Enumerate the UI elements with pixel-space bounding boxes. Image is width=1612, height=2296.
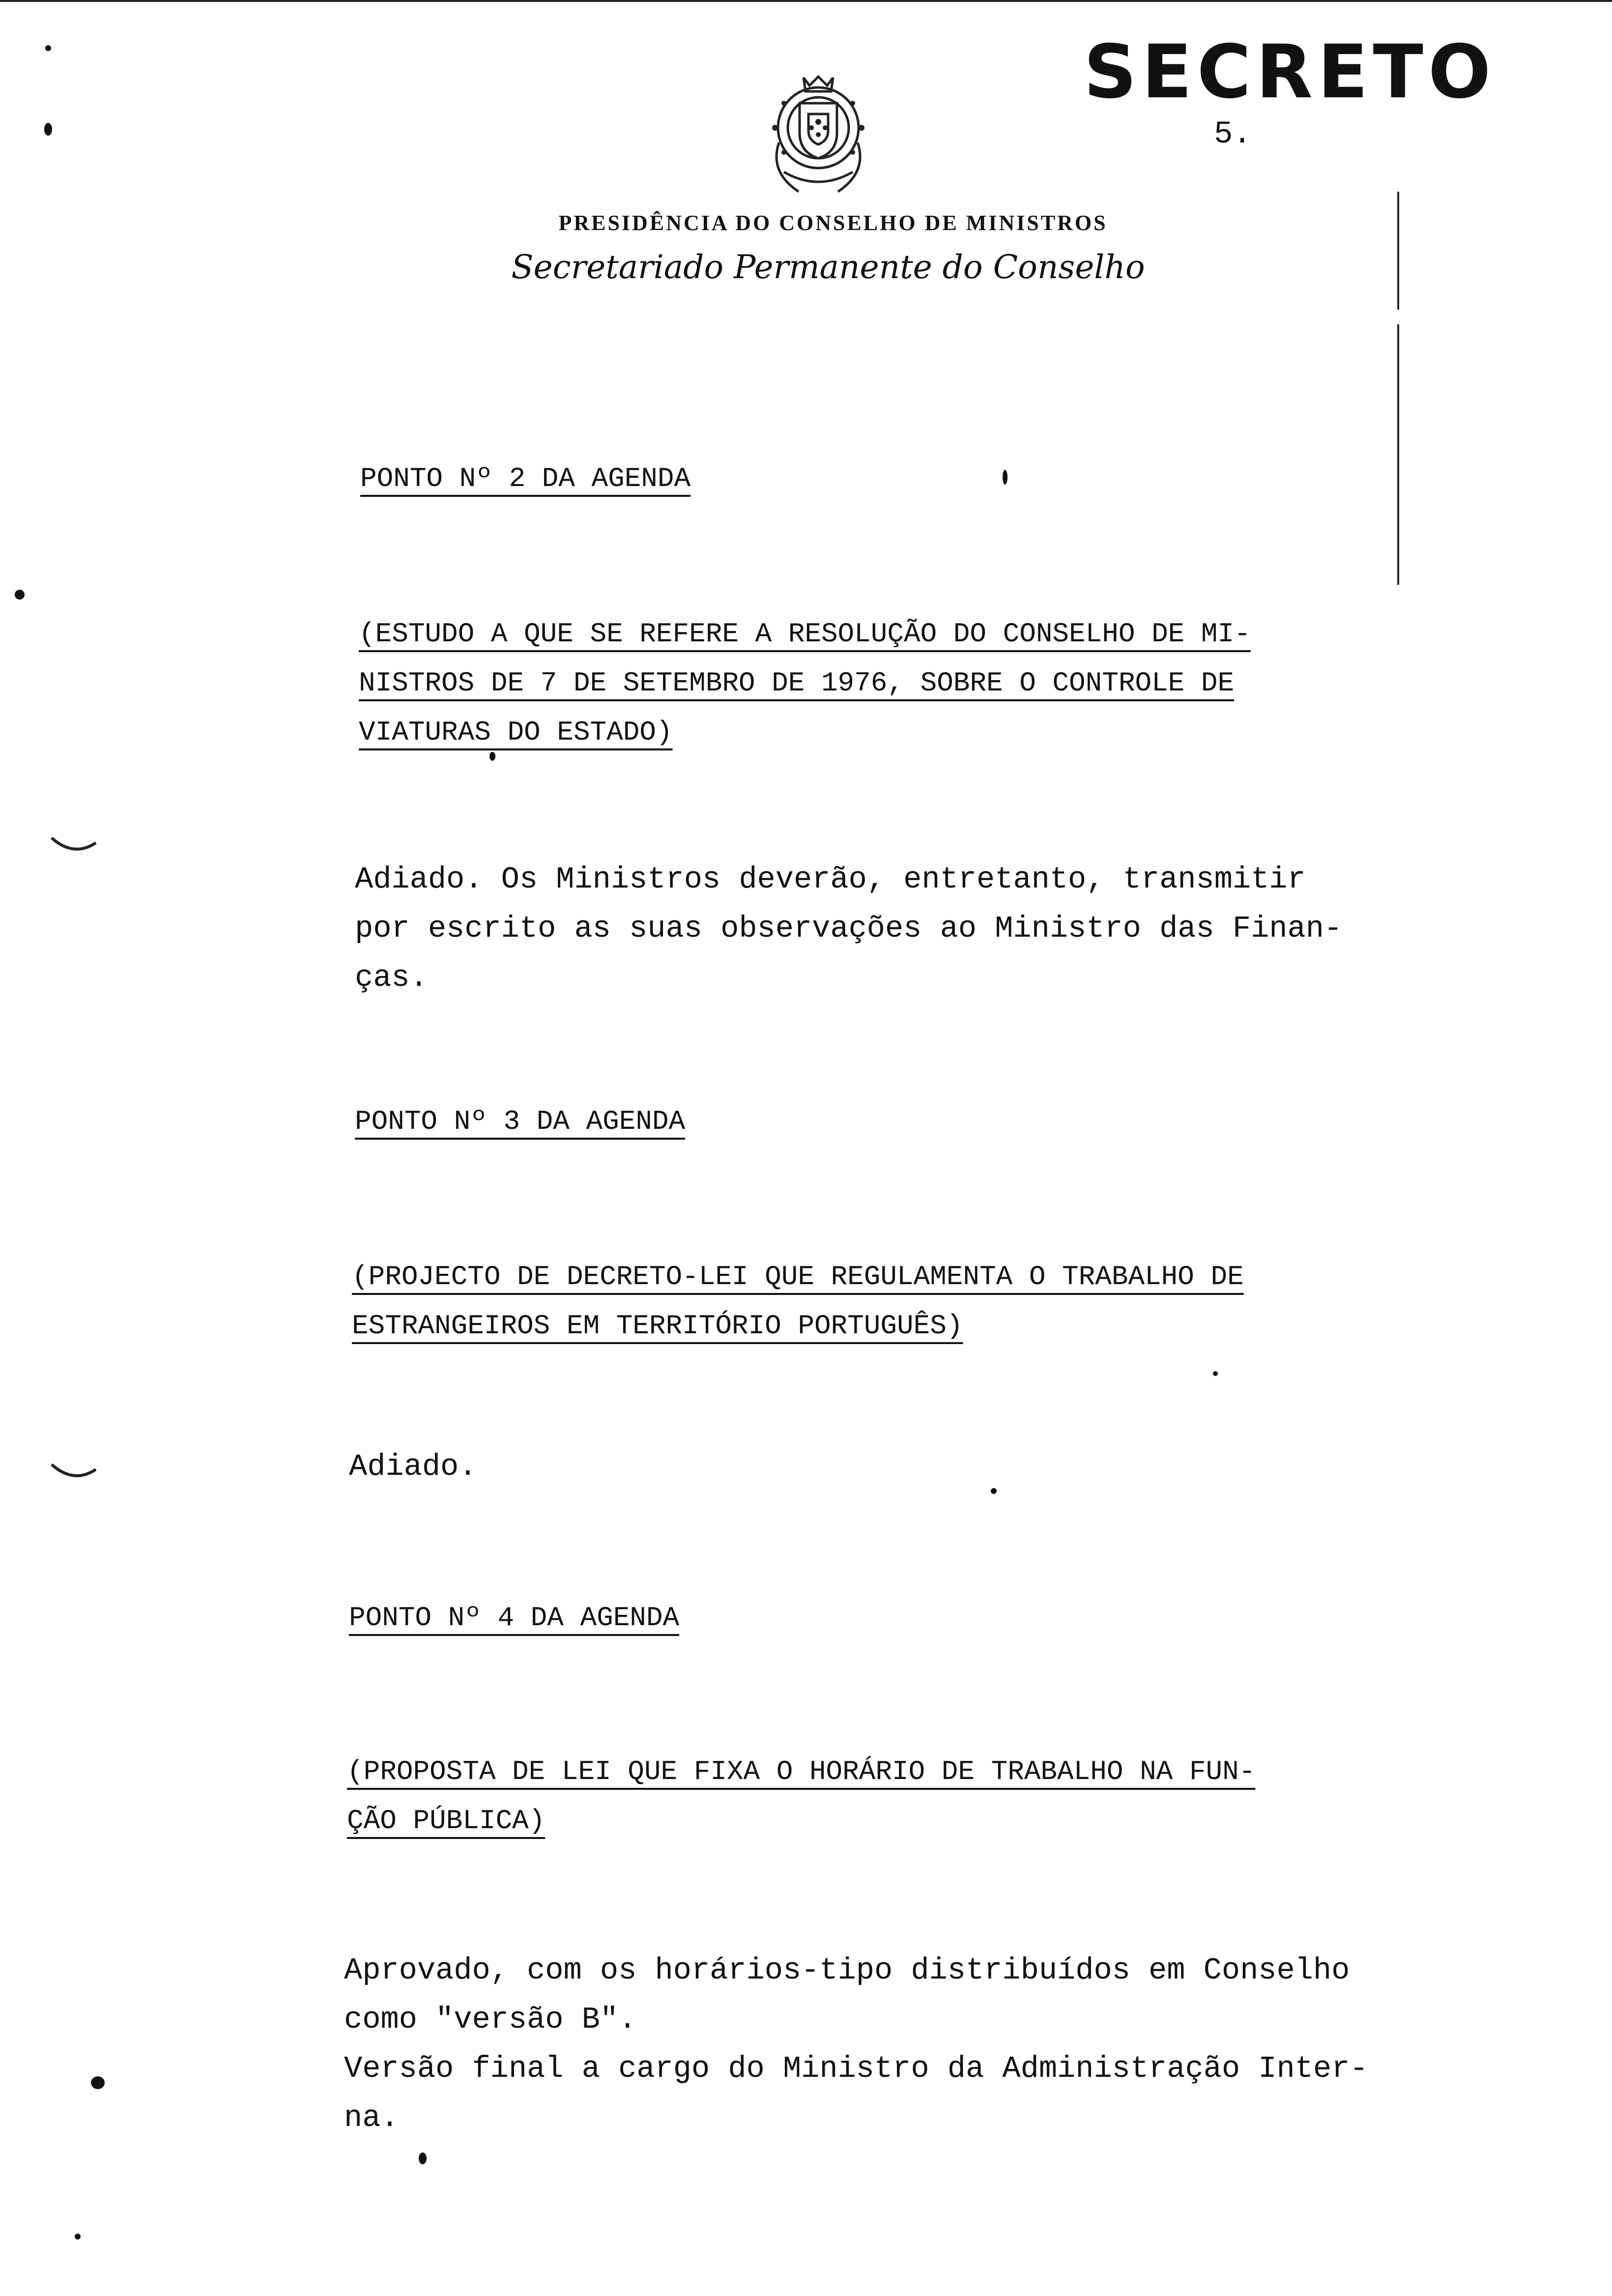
- ink-speck: [1003, 470, 1008, 485]
- margin-check-mark: [49, 1462, 98, 1482]
- agenda-item-decision: Adiado.: [349, 1449, 477, 1484]
- ink-speck: [489, 752, 495, 761]
- classification-stamp: SECRETO: [1084, 29, 1496, 115]
- margin-line: [1397, 324, 1399, 585]
- agenda-item-subject: (PROPOSTA DE LEI QUE FIXA O HORÁRIO DE TRABALHO NA FUN- ÇÃO PÚBLICA): [347, 1756, 1256, 1837]
- secretariat-header: Secretariado Permanente do Conselho: [511, 248, 1145, 286]
- agenda-item-subject: (ESTUDO A QUE SE REFERE A RESOLUÇÃO DO CONSELHO DE MI- NISTROS DE 7 DE SETEMBRO DE 1976, SOBRE O CONTROLE DE VIATURAS DO ESTADO): [359, 618, 1251, 748]
- agenda-item-heading: PONTO Nº 4 DA AGENDA: [349, 1602, 680, 1634]
- ink-speck: [45, 45, 51, 51]
- ministry-header: PRESIDÊNCIA DO CONSELHO DE MINISTROS: [558, 211, 1108, 235]
- ink-speck: [44, 123, 52, 136]
- agenda-item-heading: PONTO Nº 3 DA AGENDA: [355, 1106, 686, 1137]
- agenda-item-subject: (PROJECTO DE DECRETO-LEI QUE REGULAMENTA O TRABALHO DE ESTRANGEIROS EM TERRITÓRIO PORTUGUÊS): [352, 1261, 1244, 1342]
- ink-speck: [1213, 1371, 1218, 1376]
- page-number: 5.: [1214, 117, 1252, 152]
- coat-of-arms-emblem: [764, 69, 872, 201]
- margin-check-mark: [49, 835, 98, 855]
- agenda-item-decision: Aprovado, com os horários-tipo distribuídos em Conselho como "versão B". Versão final a cargo do Ministro da Administração Inter- na.: [344, 1953, 1368, 2135]
- ink-speck: [419, 2152, 427, 2164]
- agenda-item-heading: PONTO Nº 2 DA AGENDA: [360, 463, 691, 494]
- top-border-line: [0, 0, 1612, 2]
- ink-speck: [15, 590, 25, 600]
- ink-speck: [991, 1488, 997, 1494]
- ink-speck: [75, 2234, 81, 2239]
- agenda-item-decision: Adiado. Os Ministros deverão, entretanto, transmitir por escrito as suas observações ao Ministro das Finan- ças.: [355, 862, 1343, 995]
- ink-speck: [91, 2076, 105, 2089]
- margin-line: [1397, 192, 1399, 310]
